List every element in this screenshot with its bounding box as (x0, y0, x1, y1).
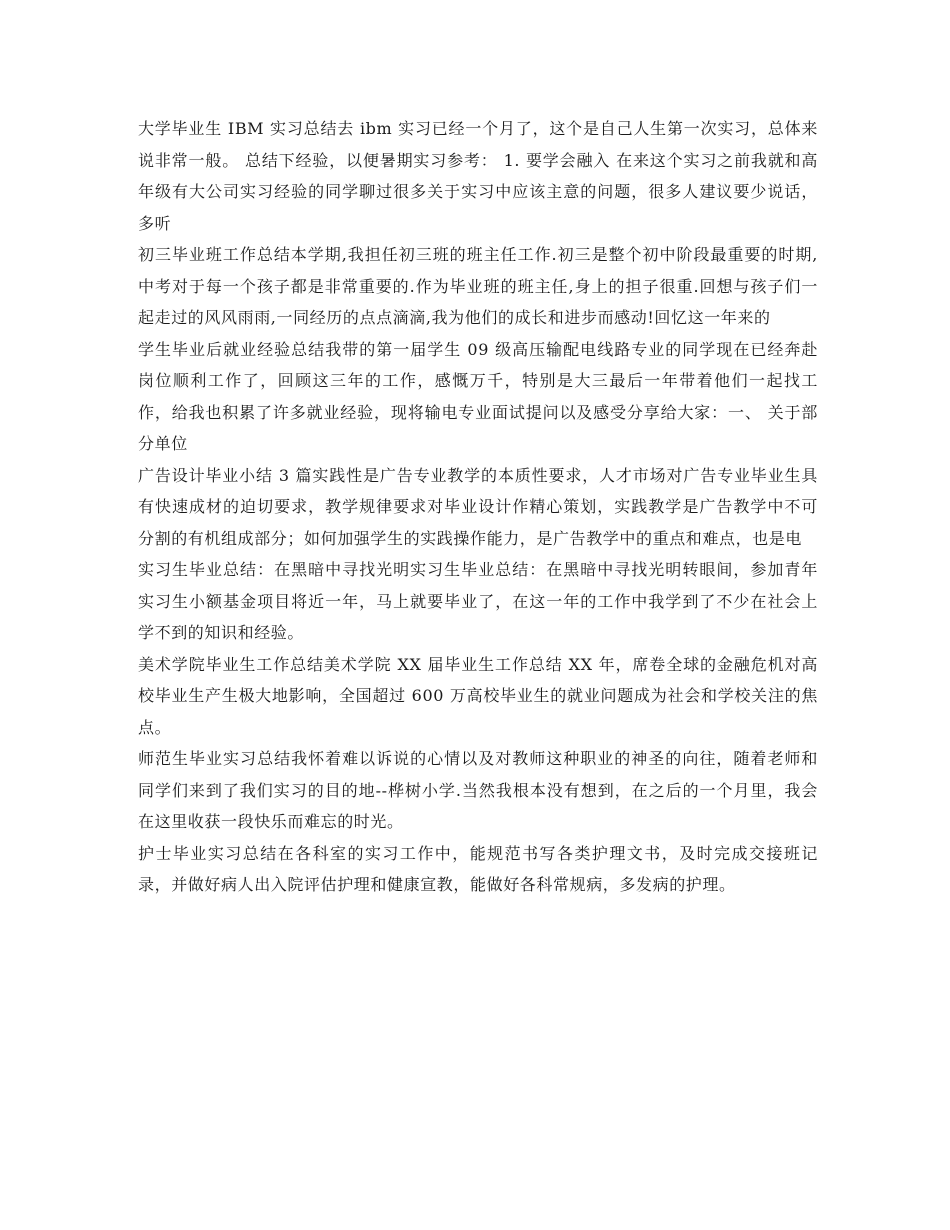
paragraph-ibm-internship: 大学毕业生 IBM 实习总结去 ibm 实习已经一个月了，这个是自己人生第一次实习，总体来说非常一般。 总结下经验，以便暑期实习参考： 1. 要学会融入 在来这个实习之前我就和高年级有大公司实习经验的同学聊过很多关于实习中应该主意的问题，很多人建议要少说话，多听 (138, 119, 818, 233)
paragraph-employment-experience: 学生毕业后就业经验总结我带的第一届学生 09 级高压输配电线路专业的同学现在已经奔赴岗位顺利工作了，回顾这三年的工作，感慨万千，特别是大三最后一年带着他们一起找工作，给我也积累了许多就业经验，现将输电专业面试提问以及感受分享给大家：一、 关于部分单位 (138, 339, 818, 453)
paragraph-intern-graduation: 实习生毕业总结：在黑暗中寻找光明实习生毕业总结：在黑暗中寻找光明转眼间，参加青年实习生小额基金项目将近一年，马上就要毕业了，在这一年的工作中我学到了不少在社会上学不到的知识和经验。 (138, 560, 818, 642)
paragraph-grade-nine-teacher: 初三毕业班工作总结本学期,我担任初三班的班主任工作.初三是整个初中阶段最重要的时期,中考对于每一个孩子都是非常重要的.作为毕业班的班主任,身上的担子很重.回想与孩子们一起走过的风风雨雨,一同经历的点点滴滴,我为他们的成长和进步而感动!回忆这一年来的 (138, 245, 818, 327)
document-body (138, 113, 818, 901)
paragraph-art-college: 美术学院毕业生工作总结美术学院 XX 届毕业生工作总结 XX 年，席卷全球的金融危机对高校毕业生产生极大地影响，全国超过 600 万高校毕业生的就业问题成为社会和学校关注的焦点。 (138, 654, 818, 737)
paragraph-nurse-internship: 护士毕业实习总结在各科室的实习工作中，能规范书写各类护理文书，及时完成交接班记录，并做好病人出入院评估护理和健康宣教，能做好各科常规病，多发病的护理。 (138, 843, 818, 894)
paragraph-normal-student: 师范生毕业实习总结我怀着难以诉说的心情以及对教师这种职业的神圣的向往，随着老师和同学们来到了我们实习的目的地--桦树小学.当然我根本没有想到，在之后的一个月里，我会在这里收获一段快乐而难忘的时光。 (138, 749, 818, 831)
paragraph-ad-design: 广告设计毕业小结 3 篇实践性是广告专业教学的本质性要求，人才市场对广告专业毕业生具有快速成材的迫切要求，教学规律要求对毕业设计作精心策划，实践教学是广告教学中不可分割的有机组成部分；如何加强学生的实践操作能力，是广告教学中的重点和难点，也是电 (138, 465, 818, 548)
